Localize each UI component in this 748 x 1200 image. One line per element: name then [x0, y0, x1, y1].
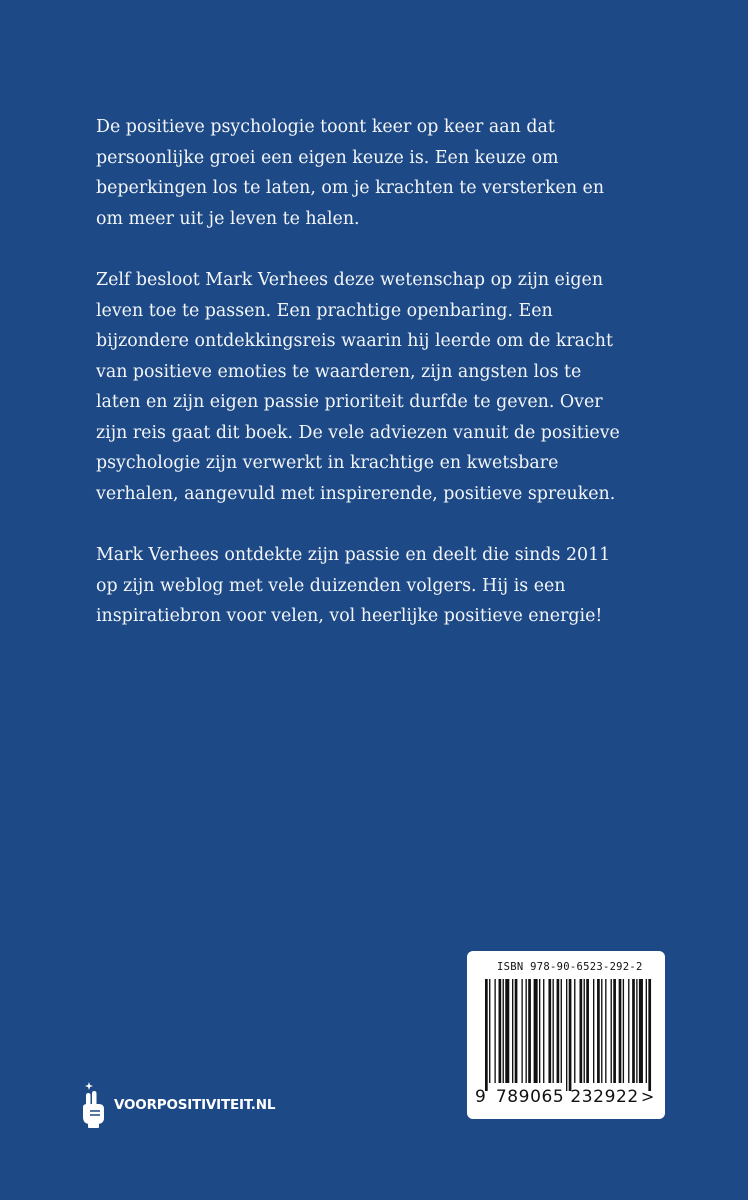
barcode-digit-first: 9 — [475, 1087, 486, 1107]
publisher-logo-text: VOORPOSITIVITEIT.NL — [114, 1097, 276, 1113]
blurb-text — [96, 112, 676, 663]
blurb-paragraph-2: Zelf besloot Mark Verhees deze wetenschap op zijn eigen leven toe te passen. Een prachtige openbaring. Een bijzondere ontdekkingsreis waarin hij leerde om de kracht van positieve emoties te waarderen, zijn angsten los te laten en zijn eigen passie prioriteit durfde te geven. Over zijn reis gaat dit boek. De vele adviezen vanuit de positieve psychologie zijn verwerkt in krachtige en kwetsbare verhalen, aangevuld met inspirerende, positieve spreuken. — [96, 270, 620, 504]
hand-peace-icon — [78, 1080, 112, 1130]
barcode-digits-left: 789065 — [495, 1087, 565, 1107]
barcode-digits-right: 232922 — [570, 1087, 639, 1107]
barcode-box — [467, 951, 665, 1119]
blurb-paragraph-1: De positieve psychologie toont keer op keer aan dat persoonlijke groei een eigen keuze is. Een keuze om beperkingen los te laten, om je krachten te versterken en om meer uit je leven te halen. — [96, 117, 605, 229]
isbn-label: ISBN 978-90-6523-292-2 — [497, 961, 643, 973]
barcode-icon — [485, 979, 653, 1091]
blurb-paragraph-3: Mark Verhees ontdekte zijn passie en deelt die sinds 2011 op zijn weblog met vele duizenden volgers. Hij is een inspiratiebron voor velen, vol heerlijke positieve energie! — [96, 545, 611, 626]
barcode-digits — [475, 1087, 665, 1107]
barcode-arrow: > — [640, 1087, 655, 1106]
publisher-logo — [78, 1080, 275, 1130]
